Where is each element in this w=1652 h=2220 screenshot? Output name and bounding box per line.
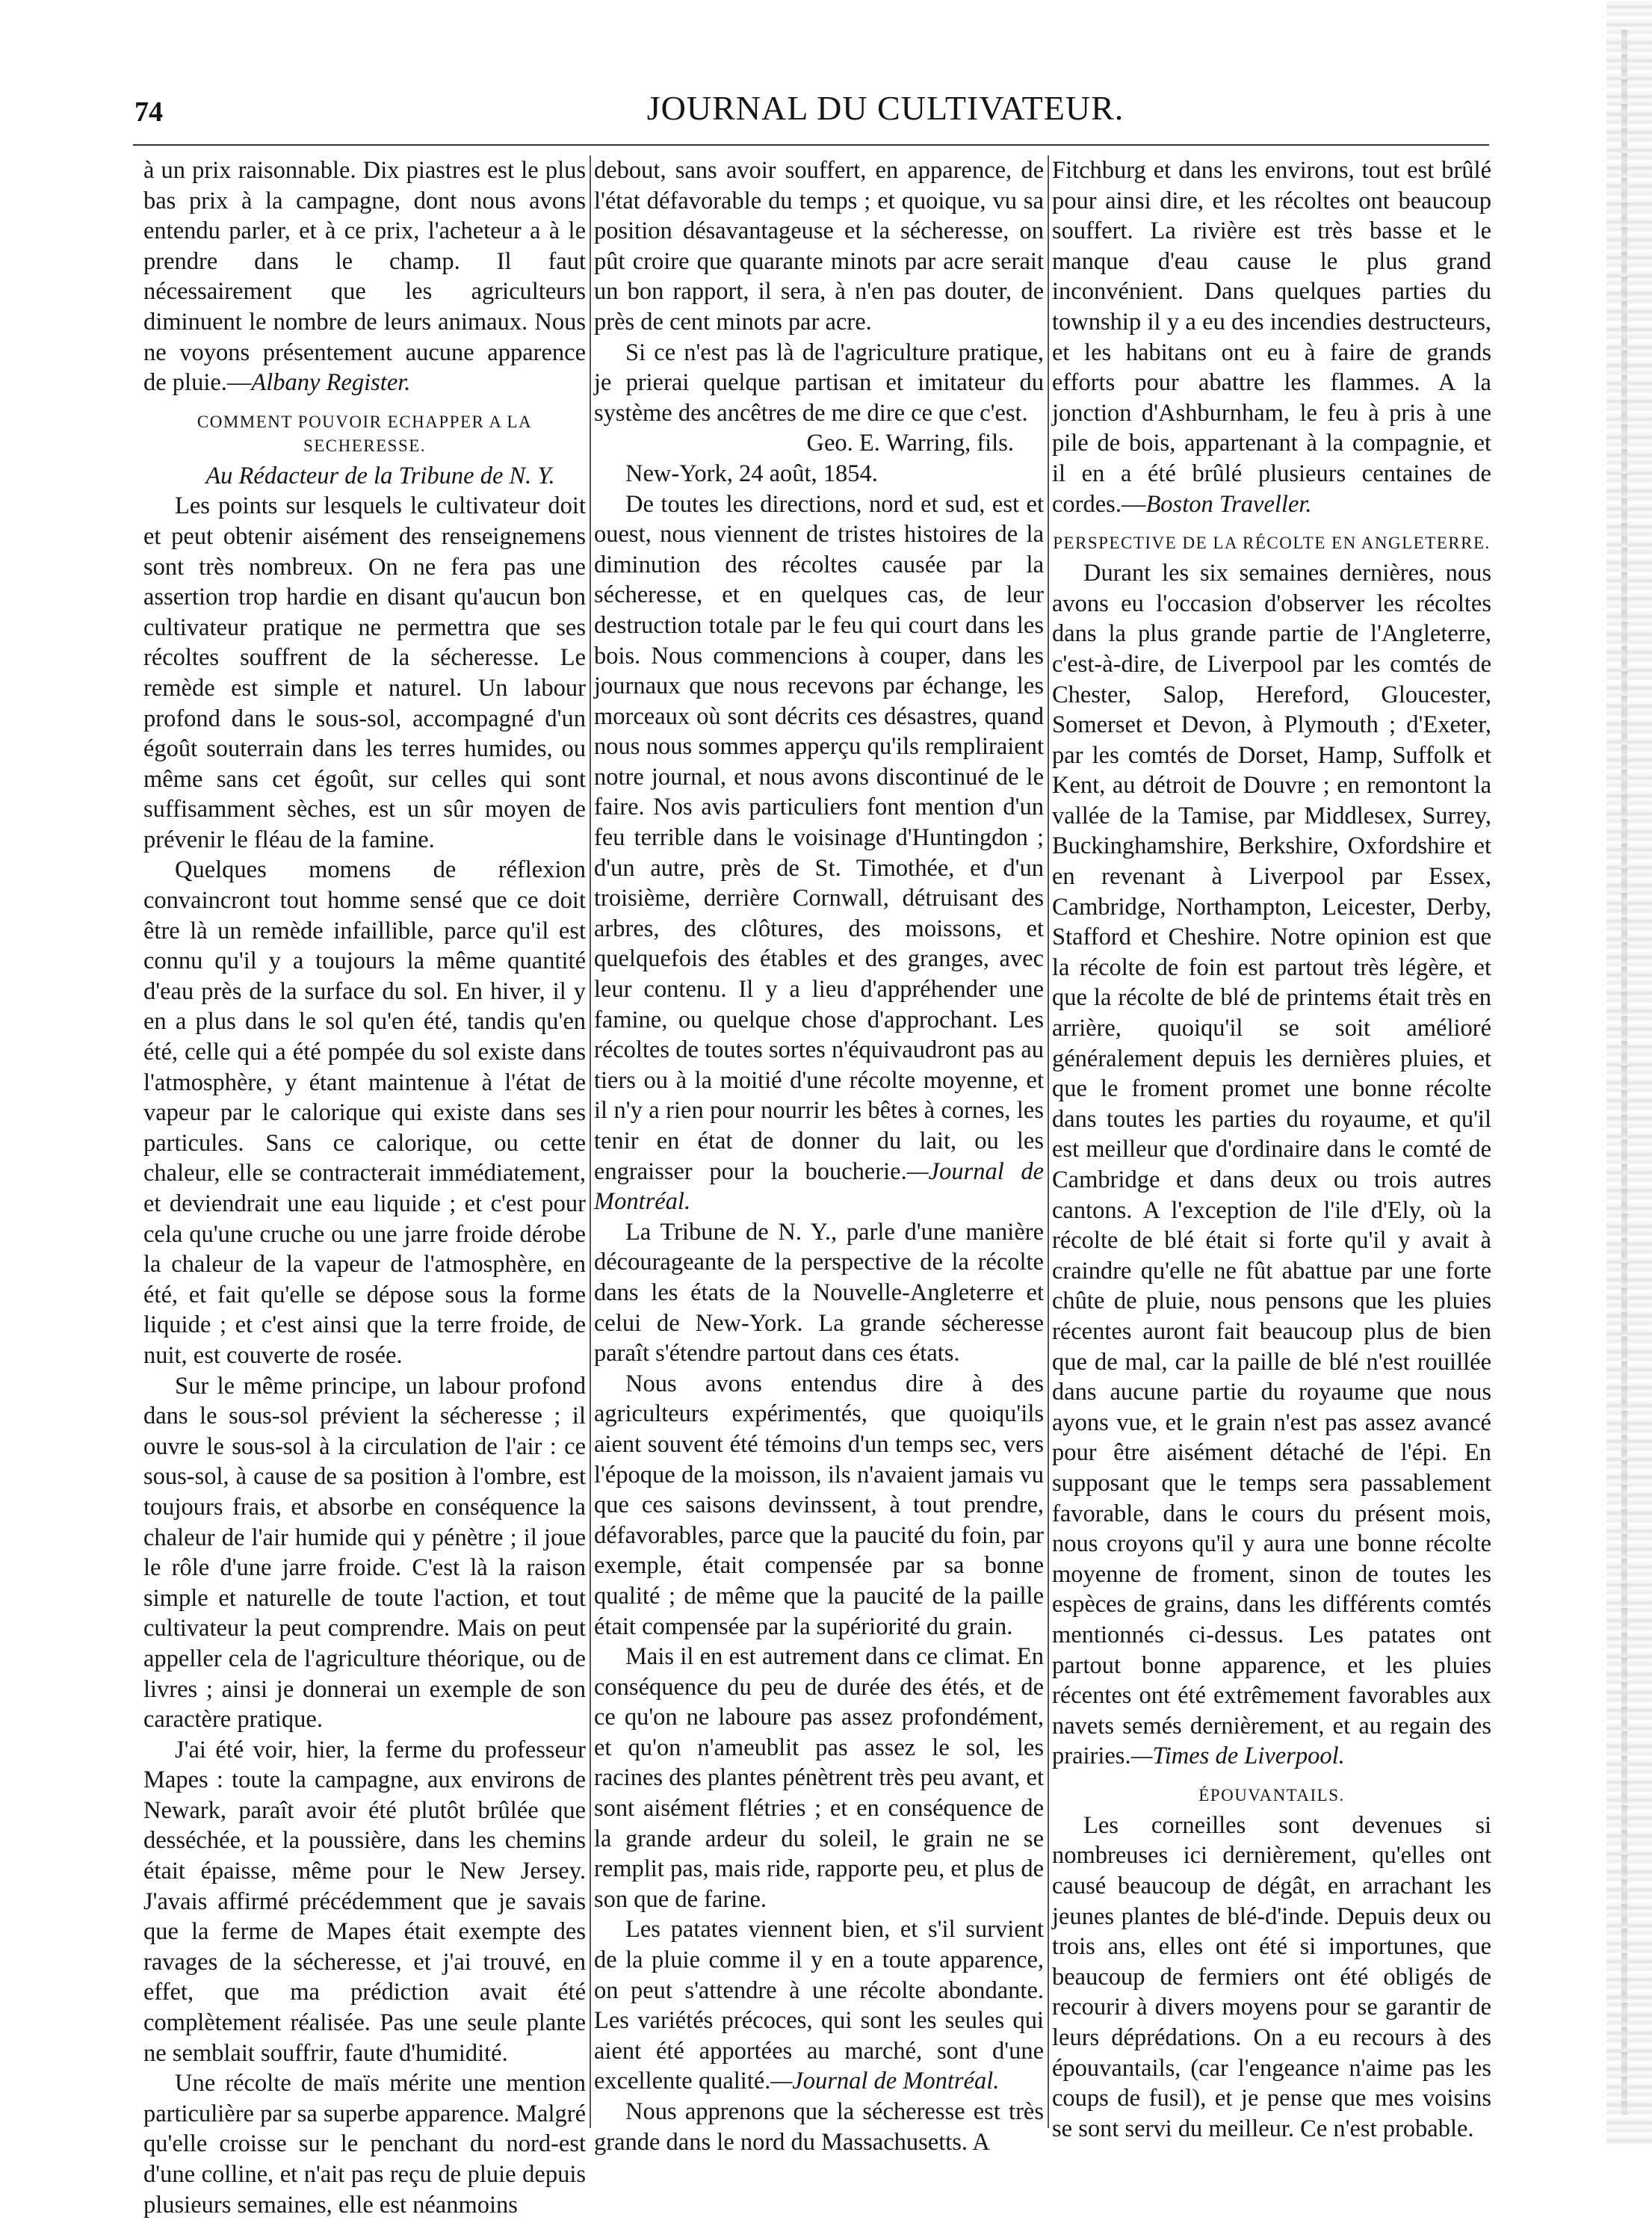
letter-signature: Geo. E. Warring, fils. <box>806 430 1014 457</box>
scan-binding-edge <box>1606 0 1652 2145</box>
article-paragraph: De toutes les directions, nord et sud, est et ouest, nous viennent de tristes histoires de la diminution des récoltes causée par la sécheresse, et en quelques cas, de leur destruction totale par le feu qui court dans les bois. Nous commencions à couper, dans les journaux que nous recevons par échange, les morceaux où sont décrits ces désastres, quand nous nous sommes apperçu qu'ils rempliraient notre journal, et nous avons discontinué de le faire. Nos avis particuliers font mention d'un feu terrible dans le voisinage d'Huntingdon ; d'un autre, près de St. Timothée, et d'un troisième, derrière Cornwall, détruisant des arbres, des clôtures, des moissons, et quelquefois des étables et des granges, avec leur contenu. Il y a lieu d'appréhender une famine, ou quelque chose d'approchant. Les récoltes de toutes sortes n'équivaudront pas au tiers ou à la moitié d'une récolte moyenne, et il n'y a rien pour nourrir les bêtes à cornes, les tenir en état de donner du lait, ou les engraisser pour la boucherie.—Journal de Montréal. <box>594 490 1044 1216</box>
source-credit: —Times de Liverpool. <box>1130 1743 1345 1770</box>
running-title: JOURNAL DU CULTIVATEUR. <box>646 89 1124 127</box>
article-paragraph: Fitchburg et dans les environs, tout est brûlé pour ainsi dire, et les récoltes ont beaucoup souffert. La rivière est très basse et le manque d'eau cause le plus grand inconvénient. Dans quelques parties du township il y a eu des incendies destructeurs, et les habitans ont eu à faire de grands efforts pour abattre les flammes. A la jonction d'Ashburnham, le feu à pris à une pile de bois, appartenant à la compagnie, et il en a été brûlé plusieurs centaines de cordes.—Boston Traveller. <box>1052 157 1491 518</box>
source-credit: Boston Traveller. <box>1145 490 1312 518</box>
article-paragraph: Les points sur lesquels le cultivateur doit et peut obtenir aisément des renseignemens sont très nombreux. On ne fera pas une assertion trop hardie en disant qu'aucun bon cultivateur pratique ne permettra que ses récoltes souffrent de la sécheresse. Le remède est simple et naturel. Un labour profond dans le sous-sol, accompagné d'un égoût souterrain dans les terres humides, ou même sans cet égoût, sur celles qui sont suffisamment sèches, est un sûr moyen de prévenir le fléau de la famine. <box>143 492 586 853</box>
article-paragraph: à un prix raisonnable. Dix piastres est le plus bas prix à la campagne, dont nous avons entendu parler, et à ce prix, l'acheteur a à le prendre dans le champ. Il faut nécessairement que les agriculteurs diminuent le nombre de leurs animaux. Nous ne voyons présentement aucune apparence de pluie.—Albany Register. <box>143 157 586 397</box>
column-3 <box>1052 155 1491 2142</box>
article-paragraph: Les patates viennent bien, et s'il survient de la pluie comme il y en a toute apparence, on peut s'attendre à une récolte abondante. Les variétés précoces, qui sont les seules qui aient été apportées au marché, sont d'une excellente qualité.—Journal de Montréal. <box>594 1916 1044 2095</box>
article-paragraph: Si ce n'est pas là de l'agriculture pratique, je prierai quelque partisan et imitateur du système des ancêtres de me dire ce que c'est. <box>594 338 1044 427</box>
article-paragraph: Les corneilles sont devenues si nombreuses ici dernièrement, qu'elles ont causé beaucoup de dégât, en arrachant les jeunes plantes de blé-d'inde. Depuis deux ou trois ans, elles ont été si importunes, que beaucoup de fermiers ont été obligés de recourir à divers moyens pour se garantir de leurs déprédations. On a eu recours à des épouvantails, (car l'engeance n'aime pas les coups de fusil), et je pense que mes voisins se sont servi du meilleur. Ce n'est probable. <box>1052 1811 1491 2142</box>
source-credit: —Journal de Montréal. <box>594 1157 1044 1216</box>
column-1 <box>143 155 586 2219</box>
column-rule <box>1048 155 1049 2128</box>
article-address: Au Rédacteur de la Tribune de N. Y. <box>205 462 555 489</box>
article-paragraph: Une récolte de maïs mérite une mention particulière par sa superbe apparence. Malgré qu'elle croisse sur le penchant du nord-est d'une colline, et n'ait pas reçu de pluie depuis plusieurs semaines, elle est néanmoins <box>143 2070 586 2219</box>
page-number: 74 <box>134 96 163 128</box>
source-credit: —Journal de Montréal. <box>770 2068 1000 2095</box>
article-paragraph: J'ai été voir, hier, la ferme du professeur Mapes : toute la campagne, aux environs de Newark, paraît avoir été plutôt brûlée que desséchée, et la poussière, dans les chemins était épaisse, même pour le New Jersey. J'avais affirmé précédemment que je savais que la ferme de Mapes était exempte des ravages de la sécheresse, et j'ai trouvé, en effet, que ma prédiction avait été complètement réalisée. Pas une seule plante ne semblait souffrir, faute d'humidité. <box>143 1736 586 2067</box>
article-paragraph: Durant les six semaines dernières, nous avons eu l'occasion d'observer les récoltes dans la plus grande partie de l'Angleterre, c'est-à-dire, de Liverpool par les comtés de Chester, Salop, Hereford, Gloucester, Somerset et Devon, à Plymouth ; d'Exeter, par les comtés de Dorset, Hamp, Suffolk et Kent, au détroit de Douvre ; en remontont la vallée de la Tamise, par Middlesex, Surrey, Buckinghamshire, Berkshire, Oxfordshire et en revenant à Liverpool par Essex, Cambridge, Northampton, Leicester, Derby, Stafford et Cheshire. Notre opinion est que la récolte de foin est partout très légère, et que la récolte de blé de printems était très en arrière, quoiqu'il se soit amélioré généralement depuis les dernières pluies, et que le froment promet une bonne récolte dans toutes les parties du royaume, et qu'il est meilleur que d'ordinaire dans le comté de Cambridge et dans deux ou trois autres cantons. A l'exception de l'ile d'Ely, où la récolte de blé était si forte qu'il y avait à craindre qu'elle ne fût abattue par une forte chûte de pluie, nous pensons que les pluies récentes auront fait beaucoup plus de bien que de mal, car la paille de blé n'est rouillée dans aucune partie du royaume que nous ayons vue, et le grain n'est pas assez avancé pour être aisément détaché de l'épi. En supposant que le temps sera passablement favorable, dans le cours du présent mois, nous croyons qu'il y aura une bonne récolte moyenne de froment, sinon de toutes les espèces de grains, dans les différents comtés mentionnés ci-dessus. Les patates ont partout bonne apparence, et les pluies récentes ont été extrêmement favorables aux navets semés dernièrement, et au regain des prairies.—Times de Liverpool. <box>1052 560 1491 1770</box>
article-paragraph: Nous avons entendus dire à des agriculteurs expérimentés, que quoiqu'ils aient souvent été témoins d'un temps sec, vers l'époque de la moisson, ils n'avaient jamais vu que ces saisons devinssent, à tout prendre, défavorables, parce que la paucité du foin, par exemple, était compensée par sa bonne qualité ; de même que la paucité de la paille était compensée par la supériorité du grain. <box>594 1370 1044 1640</box>
article-heading: PERSPECTIVE DE LA RÉCOLTE EN ANGLETERRE. <box>1053 534 1491 553</box>
article-paragraph: Quelques momens de réflexion convaincront tout homme sensé que ce doit être là un remède infaillible, parce qu'il est connu qu'il y a toujours la même quantité d'eau près de la surface du sol. En hiver, il y en a plus dans le sol qu'en été, tandis qu'en été, celle qui a été pompée du sol existe dans l'atmosphère, y étant maintenue à l'état de vapeur par le calorique qui existe dans ses particules. Sans ce calorique, ou cette chaleur, elle se contracterait immédiatement, et deviendrait une eau liquide ; et c'est pour cela qu'une cruche ou une jarre froide dérobe la chaleur de la vapeur de l'atmosphère, en été, et fait qu'elle se dépose sous la forme liquide ; et c'est ainsi que la terre froide, de nuit, est couverte de rosée. <box>143 856 586 1369</box>
article-paragraph: debout, sans avoir souffert, en apparence, de l'état défavorable du temps ; et quoique, vu sa position désavantageuse et la sécheresse, on pût croire que quarante minots par acre serait un bon rapport, il sera, à n'en pas douter, de près de cent minots par acre. <box>594 157 1044 336</box>
header-rule <box>133 144 1489 146</box>
article-paragraph: La Tribune de N. Y., parle d'une manière décourageante de la perspective de la récolte dans les états de la Nouvelle-Angleterre et celui de New-York. La grande sécheresse paraît s'étendre partout dans ces états. <box>594 1218 1044 1367</box>
article-heading: COMMENT POUVOIR ECHAPPER A LA SECHERESSE. <box>197 412 533 455</box>
article-paragraph: Sur le même principe, un labour profond dans le sous-sol prévient la sécheresse ; il ouvre le sous-sol à la circulation de l'air : ce sous-sol, à cause de sa position à l'ombre, est toujours frais, et absorbe en conséquence la chaleur de l'air humide qui y pénètre ; il joue le rôle d'une jarre froide. C'est là la raison simple et naturelle de toute l'action, et tout cultivateur la peut comprendre. Mais on peut appeller cela de l'agriculture théorique, ou de livres ; ainsi je donnerai un exemple de son caractère pratique. <box>143 1372 586 1734</box>
column-2 <box>594 155 1044 2156</box>
article-paragraph: Mais il en est autrement dans ce climat. En conséquence du peu de durée des étés, et de ce qu'on ne laboure pas assez profondément, et qu'on n'ameublit pas assez le sol, les racines des plantes pénètrent très peu avant, et sont aisément flétries ; et en conséquence de la grande ardeur du soleil, le grain ne se remplit pas, mais ride, rapporte peu, et plus de son que de farine. <box>594 1643 1044 1913</box>
article-paragraph: Nous apprenons que la sécheresse est très grande dans le nord du Massachusetts. A <box>594 2098 1044 2156</box>
letter-dateline: New-York, 24 août, 1854. <box>625 460 878 487</box>
source-credit: Albany Register. <box>251 369 411 397</box>
column-rule <box>590 155 591 2128</box>
article-heading: ÉPOUVANTAILS. <box>1198 1785 1345 1805</box>
